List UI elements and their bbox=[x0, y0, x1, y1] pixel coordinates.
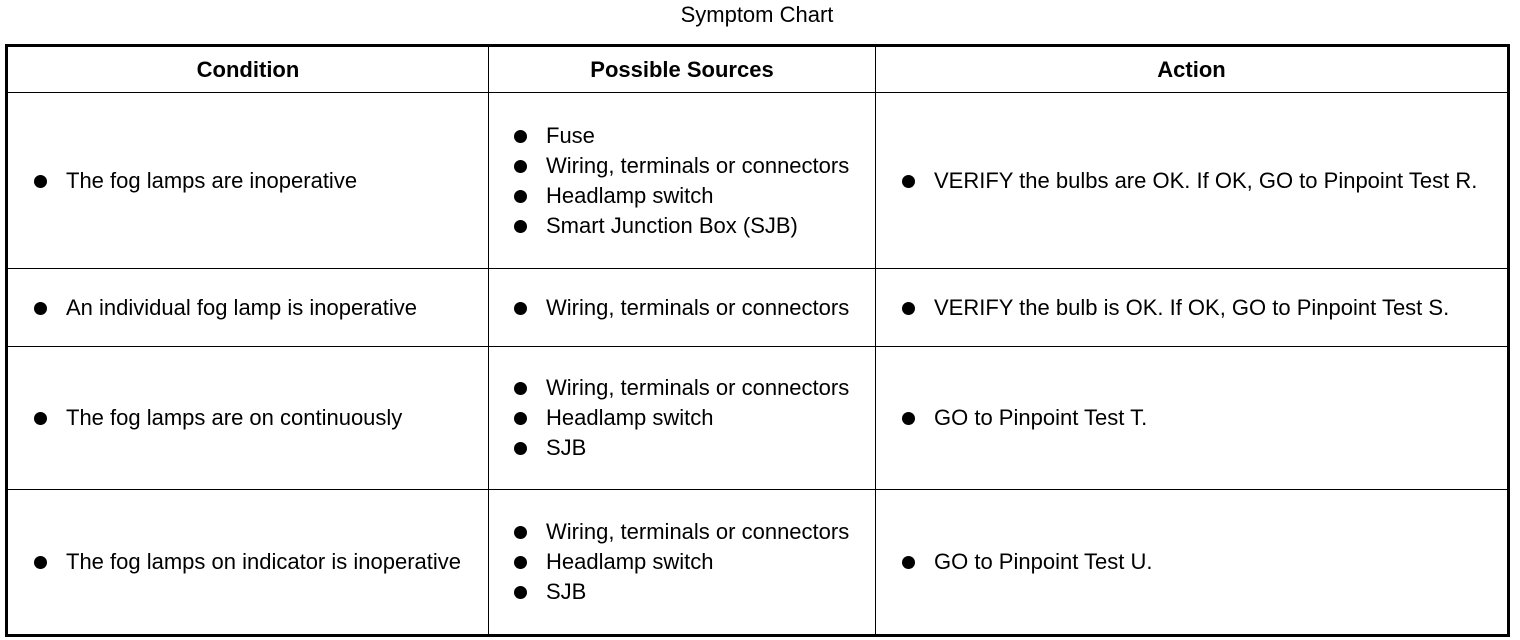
source-item: SJB bbox=[489, 577, 875, 607]
source-item: SJB bbox=[489, 433, 875, 463]
action-item: VERIFY the bulbs are OK. If OK, GO to Pinpoint Test R. bbox=[876, 166, 1507, 196]
sources-cell bbox=[489, 93, 876, 269]
source-item: Headlamp switch bbox=[489, 547, 875, 577]
table-row bbox=[7, 269, 1509, 347]
symptom-table bbox=[5, 44, 1510, 637]
condition-cell bbox=[7, 490, 489, 636]
condition-item: The fog lamps on indicator is inoperative bbox=[8, 547, 488, 577]
action-cell bbox=[876, 269, 1509, 347]
sources-cell bbox=[489, 347, 876, 490]
action-cell bbox=[876, 490, 1509, 636]
table-row bbox=[7, 93, 1509, 269]
action-cell bbox=[876, 347, 1509, 490]
condition-item: An individual fog lamp is inoperative bbox=[8, 293, 488, 323]
sources-cell bbox=[489, 269, 876, 347]
source-item: Smart Junction Box (SJB) bbox=[489, 211, 875, 241]
condition-cell bbox=[7, 269, 489, 347]
action-header: Action bbox=[876, 46, 1509, 93]
action-item: VERIFY the bulb is OK. If OK, GO to Pinpoint Test S. bbox=[876, 293, 1507, 323]
possible-sources-header: Possible Sources bbox=[489, 46, 876, 93]
sources-cell bbox=[489, 490, 876, 636]
table-row bbox=[7, 490, 1509, 636]
source-item: Wiring, terminals or connectors bbox=[489, 517, 875, 547]
condition-item: The fog lamps are inoperative bbox=[8, 166, 488, 196]
condition-cell bbox=[7, 93, 489, 269]
source-item: Fuse bbox=[489, 121, 875, 151]
condition-cell bbox=[7, 347, 489, 490]
action-item: GO to Pinpoint Test T. bbox=[876, 403, 1507, 433]
table-row bbox=[7, 347, 1509, 490]
source-item: Headlamp switch bbox=[489, 181, 875, 211]
source-item: Wiring, terminals or connectors bbox=[489, 151, 875, 181]
chart-title: Symptom Chart bbox=[680, 2, 834, 27]
condition-item: The fog lamps are on continuously bbox=[8, 403, 488, 433]
action-item: GO to Pinpoint Test U. bbox=[876, 547, 1507, 577]
source-item: Wiring, terminals or connectors bbox=[489, 373, 875, 403]
source-item: Headlamp switch bbox=[489, 403, 875, 433]
condition-header: Condition bbox=[7, 46, 489, 93]
action-cell bbox=[876, 93, 1509, 269]
header-row bbox=[7, 46, 1509, 93]
source-item: Wiring, terminals or connectors bbox=[489, 293, 875, 323]
